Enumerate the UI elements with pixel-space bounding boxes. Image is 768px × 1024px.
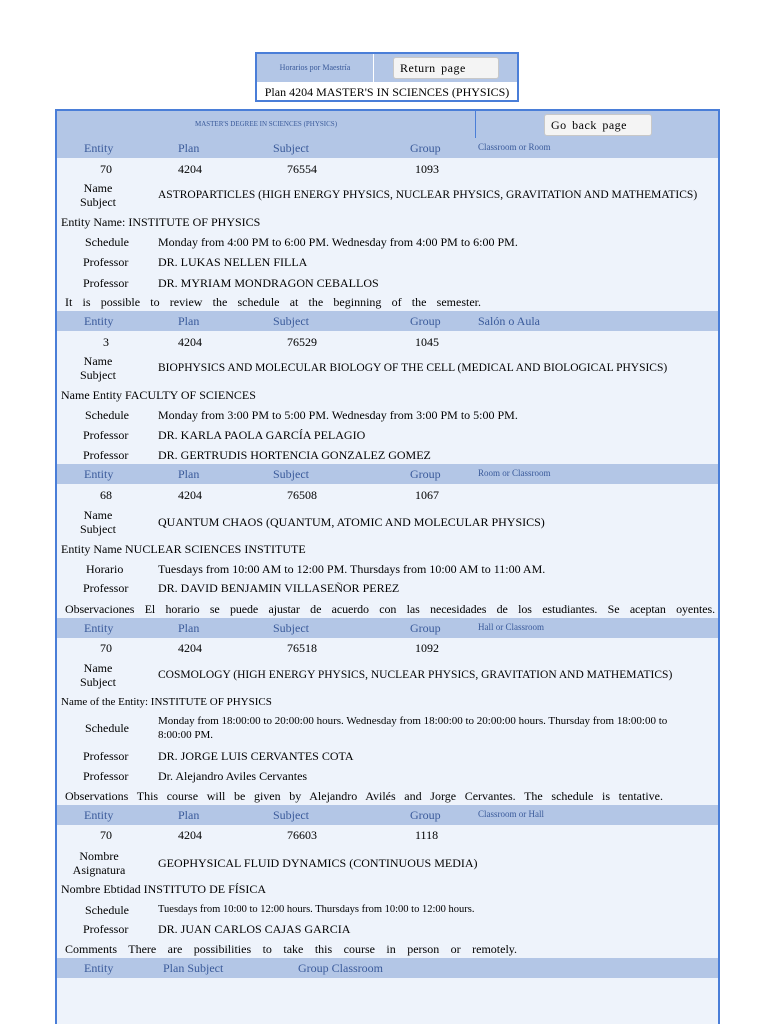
professor-name: DR. GERTRUDIS HORTENCIA GONZALEZ GOMEZ	[158, 448, 431, 462]
entity-name: Entity Name: INSTITUTE OF PHYSICS	[61, 215, 261, 229]
group-header: Group	[410, 467, 441, 481]
schedule-label: Schedule	[85, 721, 129, 735]
course-header-row	[57, 805, 718, 825]
plan-header: Plan	[178, 141, 200, 155]
course-header-row	[57, 618, 718, 638]
group-header: Group	[410, 808, 441, 822]
entity-name: Name of the Entity: INSTITUTE OF PHYSICS	[61, 696, 272, 708]
professor-label: Professor	[83, 749, 129, 763]
group-header: Group	[410, 621, 441, 635]
name-label: Nombre Asignatura	[72, 849, 126, 877]
observations: It is possible to review the schedule at the beginning of the semester.	[65, 295, 481, 309]
professor-name: DR. LUKAS NELLEN FILLA	[158, 255, 308, 269]
entity-value: 68	[100, 488, 112, 502]
professor-label: Professor	[83, 276, 129, 290]
room-header: Salón o Aula	[478, 314, 540, 328]
plan-value: 4204	[178, 335, 202, 349]
professor-name: DR. JORGE LUIS CERVANTES COTA	[158, 749, 354, 763]
group-value: 1092	[415, 641, 439, 655]
professor-label: Professor	[83, 448, 129, 462]
professor-label: Professor	[83, 769, 129, 783]
subject-header: Subject	[273, 314, 309, 328]
banner-row	[57, 111, 718, 138]
return-page-button[interactable]: Return page	[393, 57, 499, 79]
plan-header: Plan	[178, 808, 200, 822]
entity-name: Nombre Ebtidad INSTITUTO DE FÍSICA	[61, 882, 267, 896]
subject-value: 76554	[287, 162, 317, 176]
course-header-row	[57, 464, 718, 484]
schedule-value: Tuesdays from 10:00 AM to 12:00 PM. Thursdays from 10:00 AM to 11:00 AM.	[158, 562, 546, 576]
observations: Comments There are possibilities to take this course in person or remotely.	[65, 942, 517, 956]
entity-value: 70	[100, 641, 112, 655]
name-label: Name Subject	[80, 181, 116, 209]
course-name: BIOPHYSICS AND MOLECULAR BIOLOGY OF THE CELL (MEDICAL AND BIOLOGICAL PHYSICS)	[158, 362, 668, 374]
professor-label: Professor	[83, 255, 129, 269]
entity-name: Name Entity FACULTY OF SCIENCES	[61, 388, 256, 402]
plan-value: 4204	[178, 641, 202, 655]
course-header-row	[57, 311, 718, 331]
professor-name: DR. MYRIAM MONDRAGON CEBALLOS	[158, 276, 379, 290]
course-header-row	[57, 138, 718, 158]
schedule-label: Schedule	[85, 235, 129, 249]
plan-title: Plan 4204 MASTER'S IN SCIENCES (PHYSICS)	[264, 85, 510, 99]
entity-name: Entity Name NUCLEAR SCIENCES INSTITUTE	[61, 542, 306, 556]
entity-header: Entity	[84, 621, 114, 635]
schedule-table	[55, 109, 720, 1024]
room-header: Classroom or Hall	[478, 809, 544, 819]
plan-header-box	[255, 52, 519, 102]
course-name: COSMOLOGY (HIGH ENERGY PHYSICS, NUCLEAR PHYSICS, GRAVITATION AND MATHEMATICS)	[158, 669, 673, 681]
course-header-row	[57, 958, 718, 978]
course-name: GEOPHYSICAL FLUID DYNAMICS (CONTINUOUS MEDIA)	[158, 856, 478, 870]
observations: Observations This course will be given by Alejandro Avilés and Jorge Cervantes. The schedule is tentative.	[65, 789, 663, 803]
schedule-value: Tuesdays from 10:00 to 12:00 hours. Thursdays from 10:00 to 12:00 hours.	[158, 904, 475, 915]
entity-header: Entity	[84, 961, 114, 975]
group-header: Group	[410, 141, 441, 155]
schedule-label: Horario	[86, 562, 124, 576]
entity-header: Entity	[84, 808, 114, 822]
subject-value: 76508	[287, 488, 317, 502]
go-back-page-button[interactable]: Go back page	[544, 114, 652, 136]
subject-header: Subject	[273, 621, 309, 635]
professor-name: DR. JUAN CARLOS CAJAS GARCIA	[158, 922, 351, 936]
schedules-label: Horarios por Maestría	[257, 54, 374, 82]
degree-label: MASTER'S DEGREE IN SCIENCES (PHYSICS)	[194, 120, 338, 128]
group-value: 1045	[415, 335, 439, 349]
subject-value: 76603	[287, 828, 317, 842]
schedule-label: Schedule	[85, 408, 129, 422]
group-header: Group	[410, 314, 441, 328]
group-value: 1118	[415, 828, 439, 842]
professor-label: Professor	[83, 922, 129, 936]
professor-label: Professor	[83, 581, 129, 595]
subject-value: 76518	[287, 641, 317, 655]
entity-header: Entity	[84, 467, 114, 481]
professor-name: DR. DAVID BENJAMIN VILLASEÑOR PEREZ	[158, 581, 400, 595]
name-label: Name Subject	[80, 661, 116, 689]
schedule-value: Monday from 4:00 PM to 6:00 PM. Wednesday from 4:00 PM to 6:00 PM.	[158, 235, 518, 249]
name-label: Name Subject	[80, 354, 116, 382]
schedule-value: Monday from 3:00 PM to 5:00 PM. Wednesday from 3:00 PM to 5:00 PM.	[158, 408, 518, 422]
name-label: Name Subject	[80, 508, 116, 536]
entity-value: 70	[100, 162, 112, 176]
subject-value: 76529	[287, 335, 317, 349]
entity-header: Entity	[84, 141, 114, 155]
professor-label: Professor	[83, 428, 129, 442]
entity-value: 70	[100, 828, 112, 842]
professor-name: DR. KARLA PAOLA GARCÍA PELAGIO	[158, 428, 366, 442]
plan-header: Plan	[178, 467, 200, 481]
observations: Observaciones El horario se puede ajustar de acuerdo con las necesidades de los estudiantes. Se aceptan oyentes.	[65, 602, 715, 616]
plan-value: 4204	[178, 488, 202, 502]
plan-header-bar	[257, 54, 517, 82]
plan-subject-header: Plan Subject	[163, 961, 224, 975]
schedule-value: Monday from 18:00:00 to 20:00:00 hours. Wednesday from 18:00:00 to 20:00:00 hours. Thursday from 18:00:00 to 8:00:00 PM.	[158, 715, 668, 741]
entity-header: Entity	[84, 314, 114, 328]
course-name: QUANTUM CHAOS (QUANTUM, ATOMIC AND MOLECULAR PHYSICS)	[158, 515, 545, 529]
course-name: ASTROPARTICLES (HIGH ENERGY PHYSICS, NUCLEAR PHYSICS, GRAVITATION AND MATHEMATICS)	[158, 189, 698, 201]
subject-header: Subject	[273, 467, 309, 481]
plan-value: 4204	[178, 828, 202, 842]
group-value: 1093	[415, 162, 439, 176]
room-header: Room or Classroom	[478, 468, 551, 478]
group-classroom-header: Group Classroom	[298, 961, 383, 975]
entity-value: 3	[103, 335, 109, 349]
subject-header: Subject	[273, 808, 309, 822]
plan-value: 4204	[178, 162, 202, 176]
group-value: 1067	[415, 488, 439, 502]
room-header: Hall or Classroom	[478, 622, 544, 632]
subject-header: Subject	[273, 141, 309, 155]
professor-name: Dr. Alejandro Aviles Cervantes	[158, 769, 308, 783]
schedule-label: Schedule	[85, 903, 129, 917]
plan-header: Plan	[178, 314, 200, 328]
room-header: Classroom or Room	[478, 142, 551, 152]
plan-header: Plan	[178, 621, 200, 635]
